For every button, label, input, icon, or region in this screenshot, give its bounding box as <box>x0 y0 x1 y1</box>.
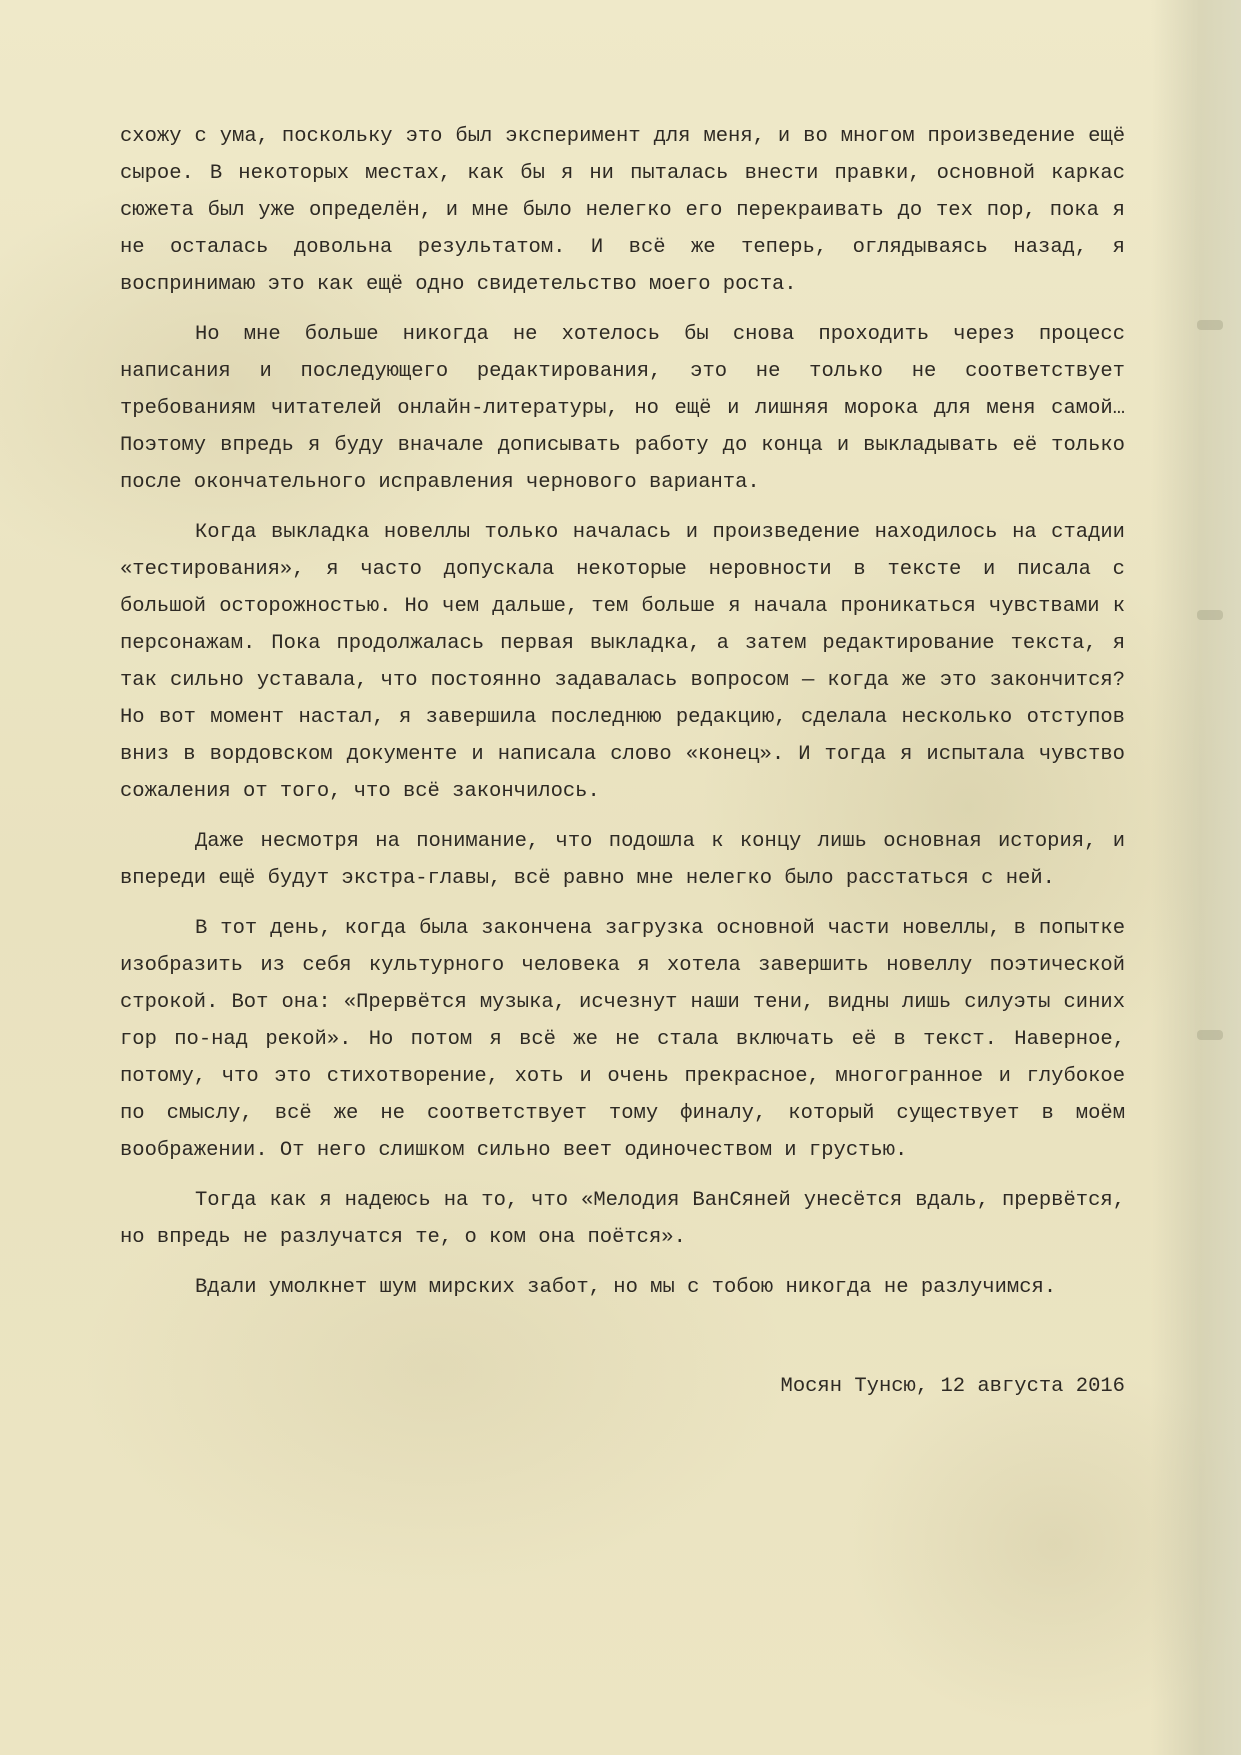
bamboo-background-decoration <box>1151 0 1241 1755</box>
bamboo-node <box>1197 320 1223 330</box>
paragraph: Даже несмотря на понимание, что подошла к концу лишь основная история, и впереди ещё будут экстра-главы, всё равно мне нелегко было расстаться с ней. <box>120 830 1125 890</box>
document-page <box>120 118 1125 1405</box>
paragraph: Когда выкладка новеллы только началась и произведение находилось на стадии «тестирования», я часто допускала некоторые неровности в тексте и писала с большой осторожностью. Но чем дальше, тем больше я начала проникаться чувствами к персонажам. Пока продолжалась первая выкладка, а затем редактирование текста, я так сильно уставала, что постоянно задавалась вопросом — когда же это закончится? Но вот момент настал, я завершила последнюю редакцию, сделала несколько отступов вниз в вордовском документе и написала слово «конец». И тогда я испытала чувство сожаления от того, что всё закончилось. <box>120 521 1125 803</box>
bamboo-node <box>1197 1030 1223 1040</box>
author-signature: Мосян Тунсю, 12 августа 2016 <box>780 1375 1125 1398</box>
paragraph: Но мне больше никогда не хотелось бы снова проходить через процесс написания и последующего редактирования, это не только не соответствует требованиям читателей онлайн-литературы, но ещё и лишняя морока для меня самой… Поэтому впредь я буду вначале дописывать работу до конца и выкладывать её только после окончательного исправления чернового варианта. <box>120 323 1125 494</box>
paragraph: В тот день, когда была закончена загрузка основной части новеллы, в попытке изобразить из себя культурного человека я хотела завершить новеллу поэтической строкой. Вот она: «Прервётся музыка, исчезнут наши тени, видны лишь силуэты синих гор по-над рекой». Но потом я всё же не стала включать её в текст. Наверное, потому, что это стихотворение, хоть и очень прекрасное, многогранное и глубокое по смыслу, всё же не соответствует тому финалу, который существует в моём воображении. От него слишком сильно веет одиночеством и грустью. <box>120 917 1125 1162</box>
bamboo-node <box>1197 610 1223 620</box>
paragraph: Вдали умолкнет шум мирских забот, но мы с тобою никогда не разлучимся. <box>195 1276 1057 1299</box>
paragraph: схожу с ума, поскольку это был эксперимент для меня, и во многом произведение ещё сырое. В некоторых местах, как бы я ни пыталась внести правки, основной каркас сюжета был уже определён, и мне было нелегко его перекраивать до тех пор, пока я не осталась довольна результатом. И всё же теперь, оглядываясь назад, я воспринимаю это как ещё одно свидетельство моего роста. <box>120 125 1125 296</box>
paragraph: Тогда как я надеюсь на то, что «Мелодия ВанСяней унесётся вдаль, прервётся, но впредь не разлучатся те, о ком она поётся». <box>120 1189 1125 1249</box>
